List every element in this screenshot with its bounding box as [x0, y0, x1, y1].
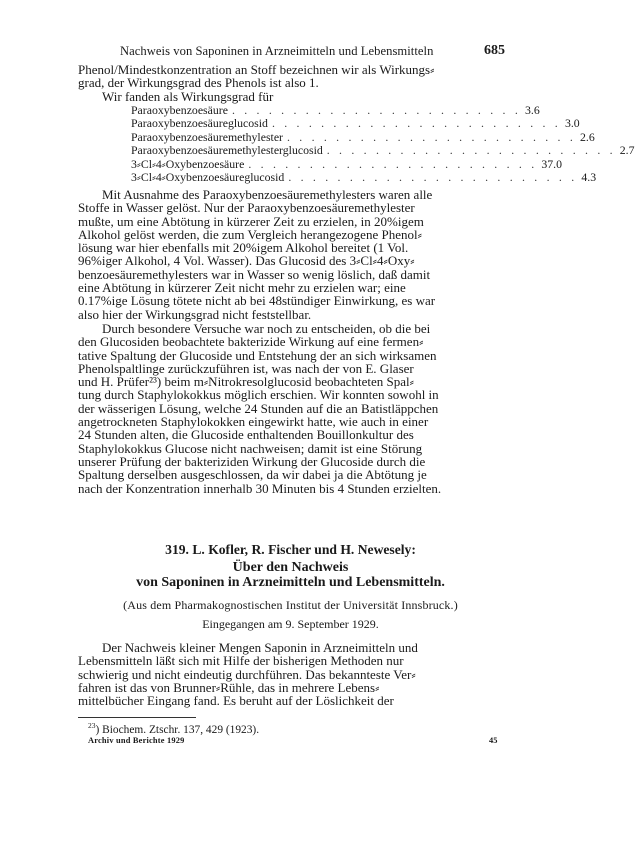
dot-leader: . . . . . . . . . . . . . . . . . . . . . . . .: [288, 169, 578, 184]
intro-paragraph: [78, 63, 503, 103]
text-line: Wir fanden als Wirkungsgrad für: [102, 88, 274, 104]
compound-value: 3.6: [524, 103, 540, 117]
article-received-date: Eingegangen am 9. September 1929.: [202, 617, 379, 631]
journal-signature-line: Archiv und Berichte 1929: [88, 736, 185, 745]
footnote-marker: 23: [88, 721, 96, 730]
text-line: Spaltung derselben ausgeschlossen, da wir dabei ja die Abtötung je: [78, 467, 427, 483]
text-line: benzoesäuremethylesters war in Wasser so wenig löslich, daß damit: [78, 266, 431, 282]
text-line: grad, der Wirkungsgrad des Phenols ist also 1.: [78, 75, 319, 91]
text-line: lösung war hier ebenfalls mit 20%igem Alkohol bereitet (1 Vol.: [78, 240, 409, 256]
footnote-rule: [78, 717, 196, 718]
text-line: Phenolspaltlinge zurückzuführen ist, was nach der von E. Glaser: [78, 360, 414, 376]
table-row: [131, 116, 580, 131]
compound-value: 37.0: [541, 156, 563, 171]
compound-name: Paraoxybenzoesäuremethylester: [131, 129, 283, 144]
footnote-text: Biochem. Ztschr. 137, 429 (1923).: [102, 723, 260, 736]
sheet-signature: 45: [489, 736, 498, 745]
dot-leader: . . . . . . . . . . . . . . . . . . . . . . . .: [271, 116, 561, 131]
table-row: [131, 103, 540, 117]
table-row: [131, 169, 597, 184]
text-line: tative Spaltung der Glucoside und Entstehung der an sich wirksamen: [78, 347, 437, 363]
compound-value: 2.6: [580, 129, 595, 144]
compound-name: Paraoxybenzoesäuremethylesterglucosid: [131, 143, 323, 158]
running-head: Nachweis von Saponinen in Arzneimitteln und Lebensmitteln: [120, 44, 434, 58]
text-line: eine Abtötung in kürzerer Zeit nicht mehr zu erzielen war; eine: [78, 280, 406, 296]
text-line: der wässerigen Lösung, welche 24 Stunden auf die an Batistläppchen: [78, 400, 439, 416]
text-line: Der Nachweis kleiner Mengen Saponin in Arzneimitteln und: [102, 640, 418, 655]
text-line: Lebensmitteln läßt sich mit Hilfe der bisherigen Methoden nur: [78, 653, 404, 669]
text-line: 96%iger Alkohol, 4 Vol. Wasser). Das Glucosid des 3⸗Cl⸗4⸗Oxy⸗: [78, 253, 415, 269]
text-line: schwierig und nicht eindeutig durchführen. Das bekannteste Ver⸗: [78, 666, 416, 682]
text-line: nach der Konzentration innerhalb 30 Minuten bis 4 Stunden erzielten.: [78, 480, 442, 496]
text-line: und H. Prüfer²³) beim m⸗Nitrokresolglucosid beobachteten Spal⸗: [78, 374, 414, 390]
text-line: mittelbücher Eingang fand. Es beruht auf der Löslichkeit der: [78, 693, 394, 709]
dot-leader: . . . . . . . . . . . . . . . . . . . . . . . .: [231, 103, 521, 117]
compound-value: 2.7: [619, 143, 635, 158]
text-line: 0.17%ige Lösung tötete nicht ab bei 48stündiger Einwirkung, es war: [78, 293, 436, 309]
compound-name: Paraoxybenzoesäure: [131, 103, 228, 117]
text-line: 24 Stunden alten, die Glucoside enthaltenden Bouillonkultur des: [78, 427, 414, 443]
compound-name: 3⸗Cl⸗4⸗Oxybenzoesäureglucosid: [131, 169, 285, 184]
text-line: tung durch Staphylokokkus möglich erschien. Wir konnten sowohl in: [78, 387, 439, 403]
text-line: den Glucosiden beobachtete bakterizide Wirkung auf eine fermen⸗: [78, 334, 424, 350]
text-line: unserer Prüfung der bakteriziden Wirkung der Glucoside durch die: [78, 453, 426, 469]
footnote: $^{23}$) Biochem. Ztschr. 137, 429 (1923).: [88, 721, 260, 736]
text-line: Mit Ausnahme des Paraoxybenzoesäuremethylesters waren alle: [102, 187, 433, 202]
text-line: also hier der Wirkungsgrad nicht feststellbar.: [78, 306, 312, 322]
text-line: angetrockneten Staphylokokken eingewirkt hatte, wie auch in einer: [78, 414, 429, 430]
text-line: fahren ist das von Brunner⸗Rühle, das in mehrere Lebens⸗: [78, 679, 380, 695]
table-row: [131, 156, 563, 171]
compound-name: 3⸗Cl⸗4⸗Oxybenzoesäure: [131, 156, 245, 171]
paragraph-enzymatic-cleavage: [78, 322, 503, 495]
text-line: mußte, um eine Abtötung in kürzerer Zeit zu erzielen, in 20%igem: [78, 213, 424, 229]
article-title-line-2: von Saponinen in Arzneimitteln und Lebensmitteln.: [136, 575, 445, 590]
text-line: Phenol/Mindestkonzentration an Stoff bezeichnen wir als Wirkungs⸗: [78, 62, 435, 77]
article-title-line-1: Über den Nachweis: [232, 560, 349, 575]
table-row: [131, 143, 635, 158]
dot-leader: . . . . . . . . . . . . . . . . . . . . . . . .: [286, 129, 576, 144]
article-affiliation: (Aus dem Pharmakognostischen Institut der Universität Innsbruck.): [123, 598, 458, 612]
dot-leader: . . . . . . . . . . . . . . . . . . . . . . . .: [326, 143, 616, 158]
compound-value: 3.0: [564, 116, 580, 131]
text-line: Stoffe in Wasser gelöst. Nur der Paraoxybenzoesäuremethylester: [78, 200, 415, 216]
compound-name: Paraoxybenzoesäureglucosid: [131, 116, 268, 131]
wirkungsgrad-table: [131, 103, 635, 184]
paragraph-saponin-detection: [78, 641, 503, 707]
article-authors: 319. L. Kofler, R. Fischer und H. Newesely:: [165, 542, 416, 557]
dot-leader: . . . . . . . . . . . . . . . . . . . . . . . .: [248, 156, 538, 171]
page-number: 685: [484, 43, 505, 58]
table-row: [131, 129, 595, 144]
paragraph-solubility: [78, 188, 503, 321]
text-line: Staphylokokkus Glucose nicht nachweisen; damit ist eine Störung: [78, 440, 423, 456]
text-line: Alkohol gelöst werden, die zum Vergleich herangezogene Phenol⸗: [78, 226, 422, 242]
compound-value: 4.3: [581, 169, 597, 184]
text-line: Durch besondere Versuche war noch zu entscheiden, ob die bei: [102, 321, 431, 336]
